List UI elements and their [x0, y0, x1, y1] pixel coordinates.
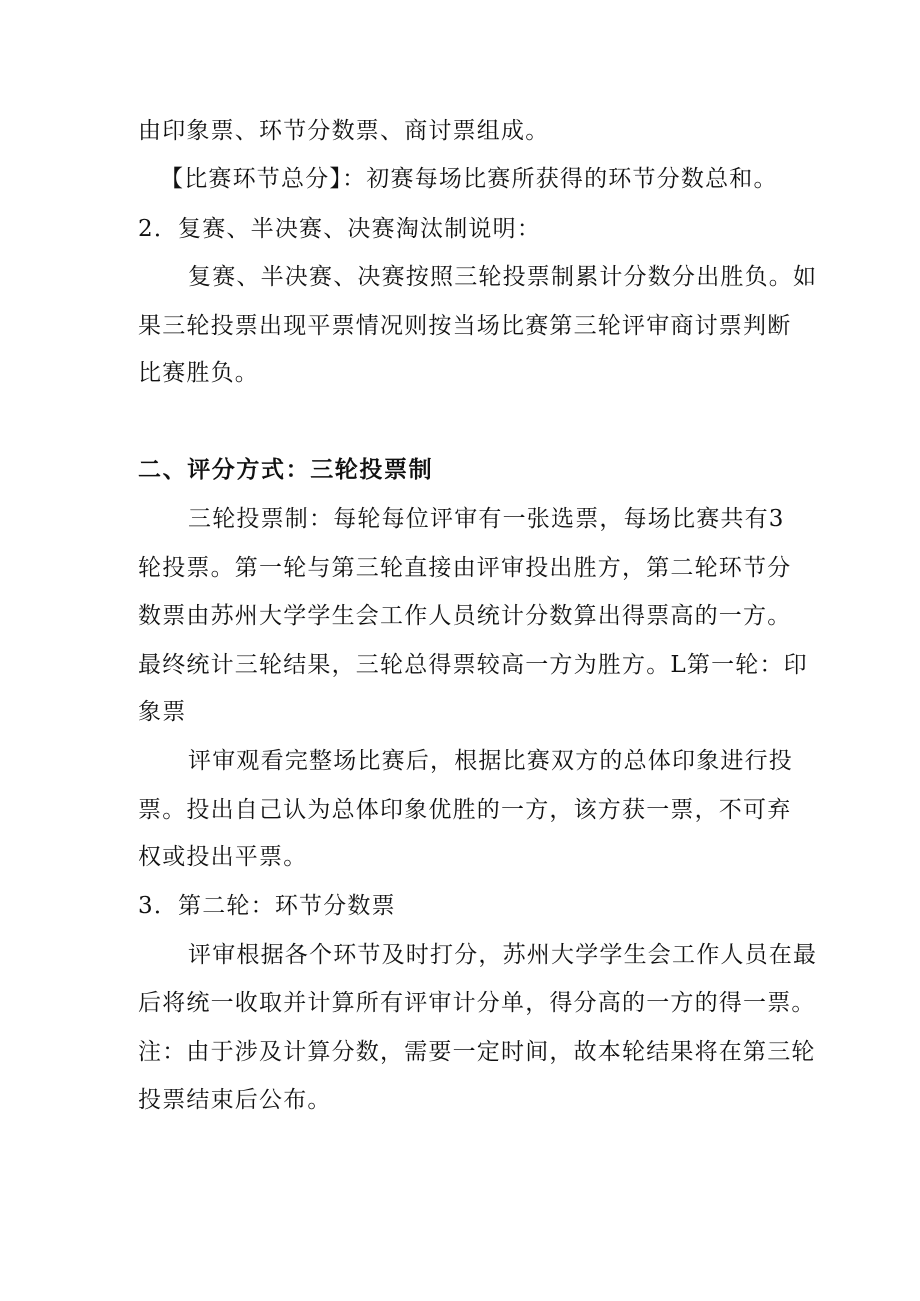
text-line-17: 评审根据各个环节及时打分，苏州大学学生会工作人员在最 [188, 942, 818, 968]
text-line-13: 评审观看完整场比赛后，根据比赛双方的总体印象进行投 [188, 748, 793, 774]
text-line-1: 由印象票、环节分数票、商讨票组成。 [138, 118, 550, 144]
text-line-3: 2．复赛、半决赛、决赛淘汰制说明： [138, 216, 542, 242]
text-line-11: 最终统计三轮结果，三轮总得票较高一方为胜方。L第一轮：印 [138, 652, 808, 678]
text-line-10: 数票由苏州大学学生会工作人员统计分数算出得票高的一方。 [138, 603, 792, 629]
text-line-19: 注：由于涉及计算分数，需要一定时间，故本轮结果将在第三轮 [138, 1039, 816, 1065]
text-line-4: 复赛、半决赛、决赛按照三轮投票制累计分数分出胜负。如 [188, 264, 818, 290]
text-line-8: 三轮投票制：每轮每位评审有一张选票，每场比赛共有3 [188, 506, 785, 532]
text-line-15: 权或投出平票。 [138, 844, 308, 870]
text-line-5: 果三轮投票出现平票情况则按当场比赛第三轮评审商讨票判断 [138, 313, 792, 339]
text-line-6: 比赛胜负。 [138, 360, 259, 386]
text-line-2: 【比赛环节总分】：初赛每场比赛所获得的环节分数总和。 [160, 166, 778, 192]
text-line-14: 票。投出自己认为总体印象优胜的一方，该方获一票，不可弃 [138, 797, 792, 823]
text-line-12: 象票 [138, 699, 187, 725]
text-line-9: 轮投票。第一轮与第三轮直接由评审投出胜方，第二轮环节分 [138, 555, 792, 581]
text-line-16: 3．第二轮：环节分数票 [138, 893, 396, 919]
text-line-20: 投票结束后公布。 [138, 1087, 332, 1113]
text-line-18: 后将统一收取并计算所有评审计分单，得分高的一方的得一票。 [138, 990, 816, 1016]
section-heading: 二、评分方式：三轮投票制 [138, 456, 434, 483]
